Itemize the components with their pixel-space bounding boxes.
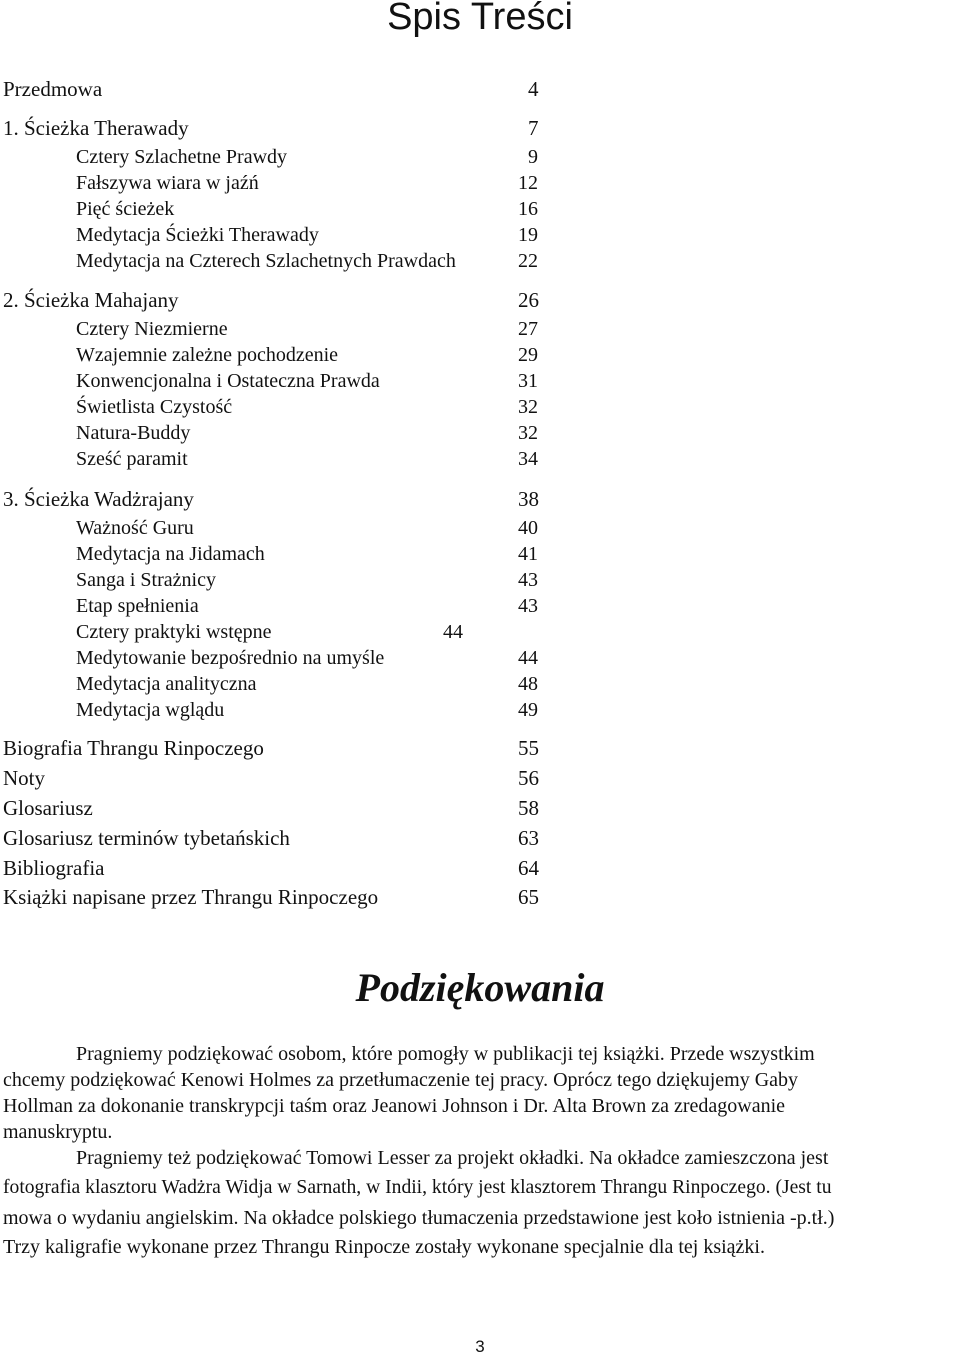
toc-entry-page: 7 xyxy=(528,116,539,140)
toc-entry-page: 49 xyxy=(518,699,538,721)
toc-entry-page: 27 xyxy=(518,318,538,340)
paragraph-line: chcemy podziękować Kenowi Holmes za przetłumaczenie tej pracy. Oprócz tego dziękujemy Gaby xyxy=(3,1069,799,1091)
toc-entry-label: Medytacja analityczna xyxy=(76,673,257,695)
toc-entry-label: Medytacja wglądu xyxy=(76,699,225,721)
toc-entry-label: Bibliografia xyxy=(3,856,105,880)
toc-entry-page: 9 xyxy=(528,146,538,168)
toc-entry-label: 1. Ścieżka Therawady xyxy=(3,116,189,140)
toc-entry-label: Wzajemnie zależne pochodzenie xyxy=(76,344,339,366)
toc-entry-page: 34 xyxy=(518,448,538,470)
toc-entry-page: 31 xyxy=(518,370,538,392)
toc-entry-page: 44 xyxy=(443,621,463,643)
toc-entry-label: Medytacja na Czterech Szlachetnych Prawdach xyxy=(76,250,456,272)
toc-entry-label: Glosariusz xyxy=(3,796,93,820)
toc-entry-label: Medytacja na Jidamach xyxy=(76,543,265,565)
toc-entry-label: Medytowanie bezpośrednio na umyśle xyxy=(76,647,385,669)
toc-entry-label: Cztery praktyki wstępne xyxy=(76,621,272,643)
toc-entry-label: Pięć ścieżek xyxy=(76,198,175,220)
toc-entry-label: 3. Ścieżka Wadżrajany xyxy=(3,487,194,511)
toc-entry-label: Cztery Niezmierne xyxy=(76,318,228,340)
toc-entry-label: Konwencjonalna i Ostateczna Prawda xyxy=(76,370,380,392)
paragraph-line: Hollman za dokonanie transkrypcji taśm oraz Jeanowi Johnson i Dr. Alta Brown za zredagowanie xyxy=(3,1095,786,1117)
paragraph-line: Trzy kaligrafie wykonane przez Thrangu Rinpocze zostały wykonane specjalnie dla tej książki. xyxy=(3,1236,765,1258)
page-number: 3 xyxy=(475,1337,485,1356)
toc-entry-label: Cztery Szlachetne Prawdy xyxy=(76,146,288,168)
toc-entry-page: 58 xyxy=(518,796,539,820)
toc-entry-label: Przedmowa xyxy=(3,77,103,101)
toc-entry-page: 16 xyxy=(518,198,538,220)
toc-entry-page: 32 xyxy=(518,422,538,444)
toc-entry-page: 29 xyxy=(518,344,538,366)
toc-entry-page: 4 xyxy=(528,77,539,101)
toc-entry-label: Etap spełnienia xyxy=(76,595,199,617)
toc-entry-page: 43 xyxy=(518,569,538,591)
toc-entry-label: Noty xyxy=(3,766,45,790)
toc-entry-label: Glosariusz terminów tybetańskich xyxy=(3,826,290,850)
toc-entry-page: 38 xyxy=(518,487,539,511)
paragraph-line: Pragniemy też podziękować Tomowi Lesser za projekt okładki. Na okładce zamieszczona jest xyxy=(76,1147,829,1169)
toc-entry-page: 56 xyxy=(518,766,539,790)
toc-entry-page: 65 xyxy=(518,885,539,909)
paragraph-line: mowa o wydaniu angielskim. Na okładce polskiego tłumaczenia przedstawione jest koło istnienia -p.tł.) xyxy=(3,1207,835,1229)
paragraph-line: Pragniemy podziękować osobom, które pomogły w publikacji tej książki. Przede wszystkim xyxy=(76,1043,815,1065)
toc-entry-label: Świetlista Czystość xyxy=(76,396,233,418)
toc-entry-label: Medytacja Ścieżki Therawady xyxy=(76,224,319,246)
toc-entry-page: 64 xyxy=(518,856,539,880)
toc-entry-page: 63 xyxy=(518,826,539,850)
toc-entry-page: 44 xyxy=(518,647,538,669)
toc-entry-label: Biografia Thrangu Rinpoczego xyxy=(3,736,264,760)
toc-entry-page: 12 xyxy=(518,172,538,194)
page-title: Spis Treści xyxy=(387,0,573,38)
toc-entry-page: 26 xyxy=(518,288,539,312)
toc-entry-label: Książki napisane przez Thrangu Rinpoczego xyxy=(3,885,379,909)
acknowledgements-heading: Podziękowania xyxy=(355,965,605,1010)
toc-entry-page: 48 xyxy=(518,673,538,695)
toc-entry-page: 55 xyxy=(518,736,539,760)
toc-entry-page: 43 xyxy=(518,595,538,617)
toc-entry-page: 32 xyxy=(518,396,538,418)
paragraph-line: fotografia klasztoru Wadżra Widja w Sarnath, w Indii, który jest klasztorem Thrangu Rinpoczego. (Jest tu xyxy=(3,1177,832,1198)
toc-entry-label: Natura-Buddy xyxy=(76,422,191,444)
toc-entry-page: 19 xyxy=(518,224,538,246)
paragraph-line: manuskryptu. xyxy=(3,1121,113,1143)
toc-entry-label: Sześć paramit xyxy=(76,448,188,470)
toc-entry-label: Fałszywa wiara w jaźń xyxy=(76,172,259,194)
toc-entry-label: Ważność Guru xyxy=(76,517,194,539)
toc-entry-page: 40 xyxy=(518,517,538,539)
toc-entry-label: Sanga i Strażnicy xyxy=(76,569,216,591)
toc-entry-page: 41 xyxy=(518,543,538,565)
toc-entry-page: 22 xyxy=(518,250,538,272)
toc-entry-label: 2. Ścieżka Mahajany xyxy=(3,288,179,312)
